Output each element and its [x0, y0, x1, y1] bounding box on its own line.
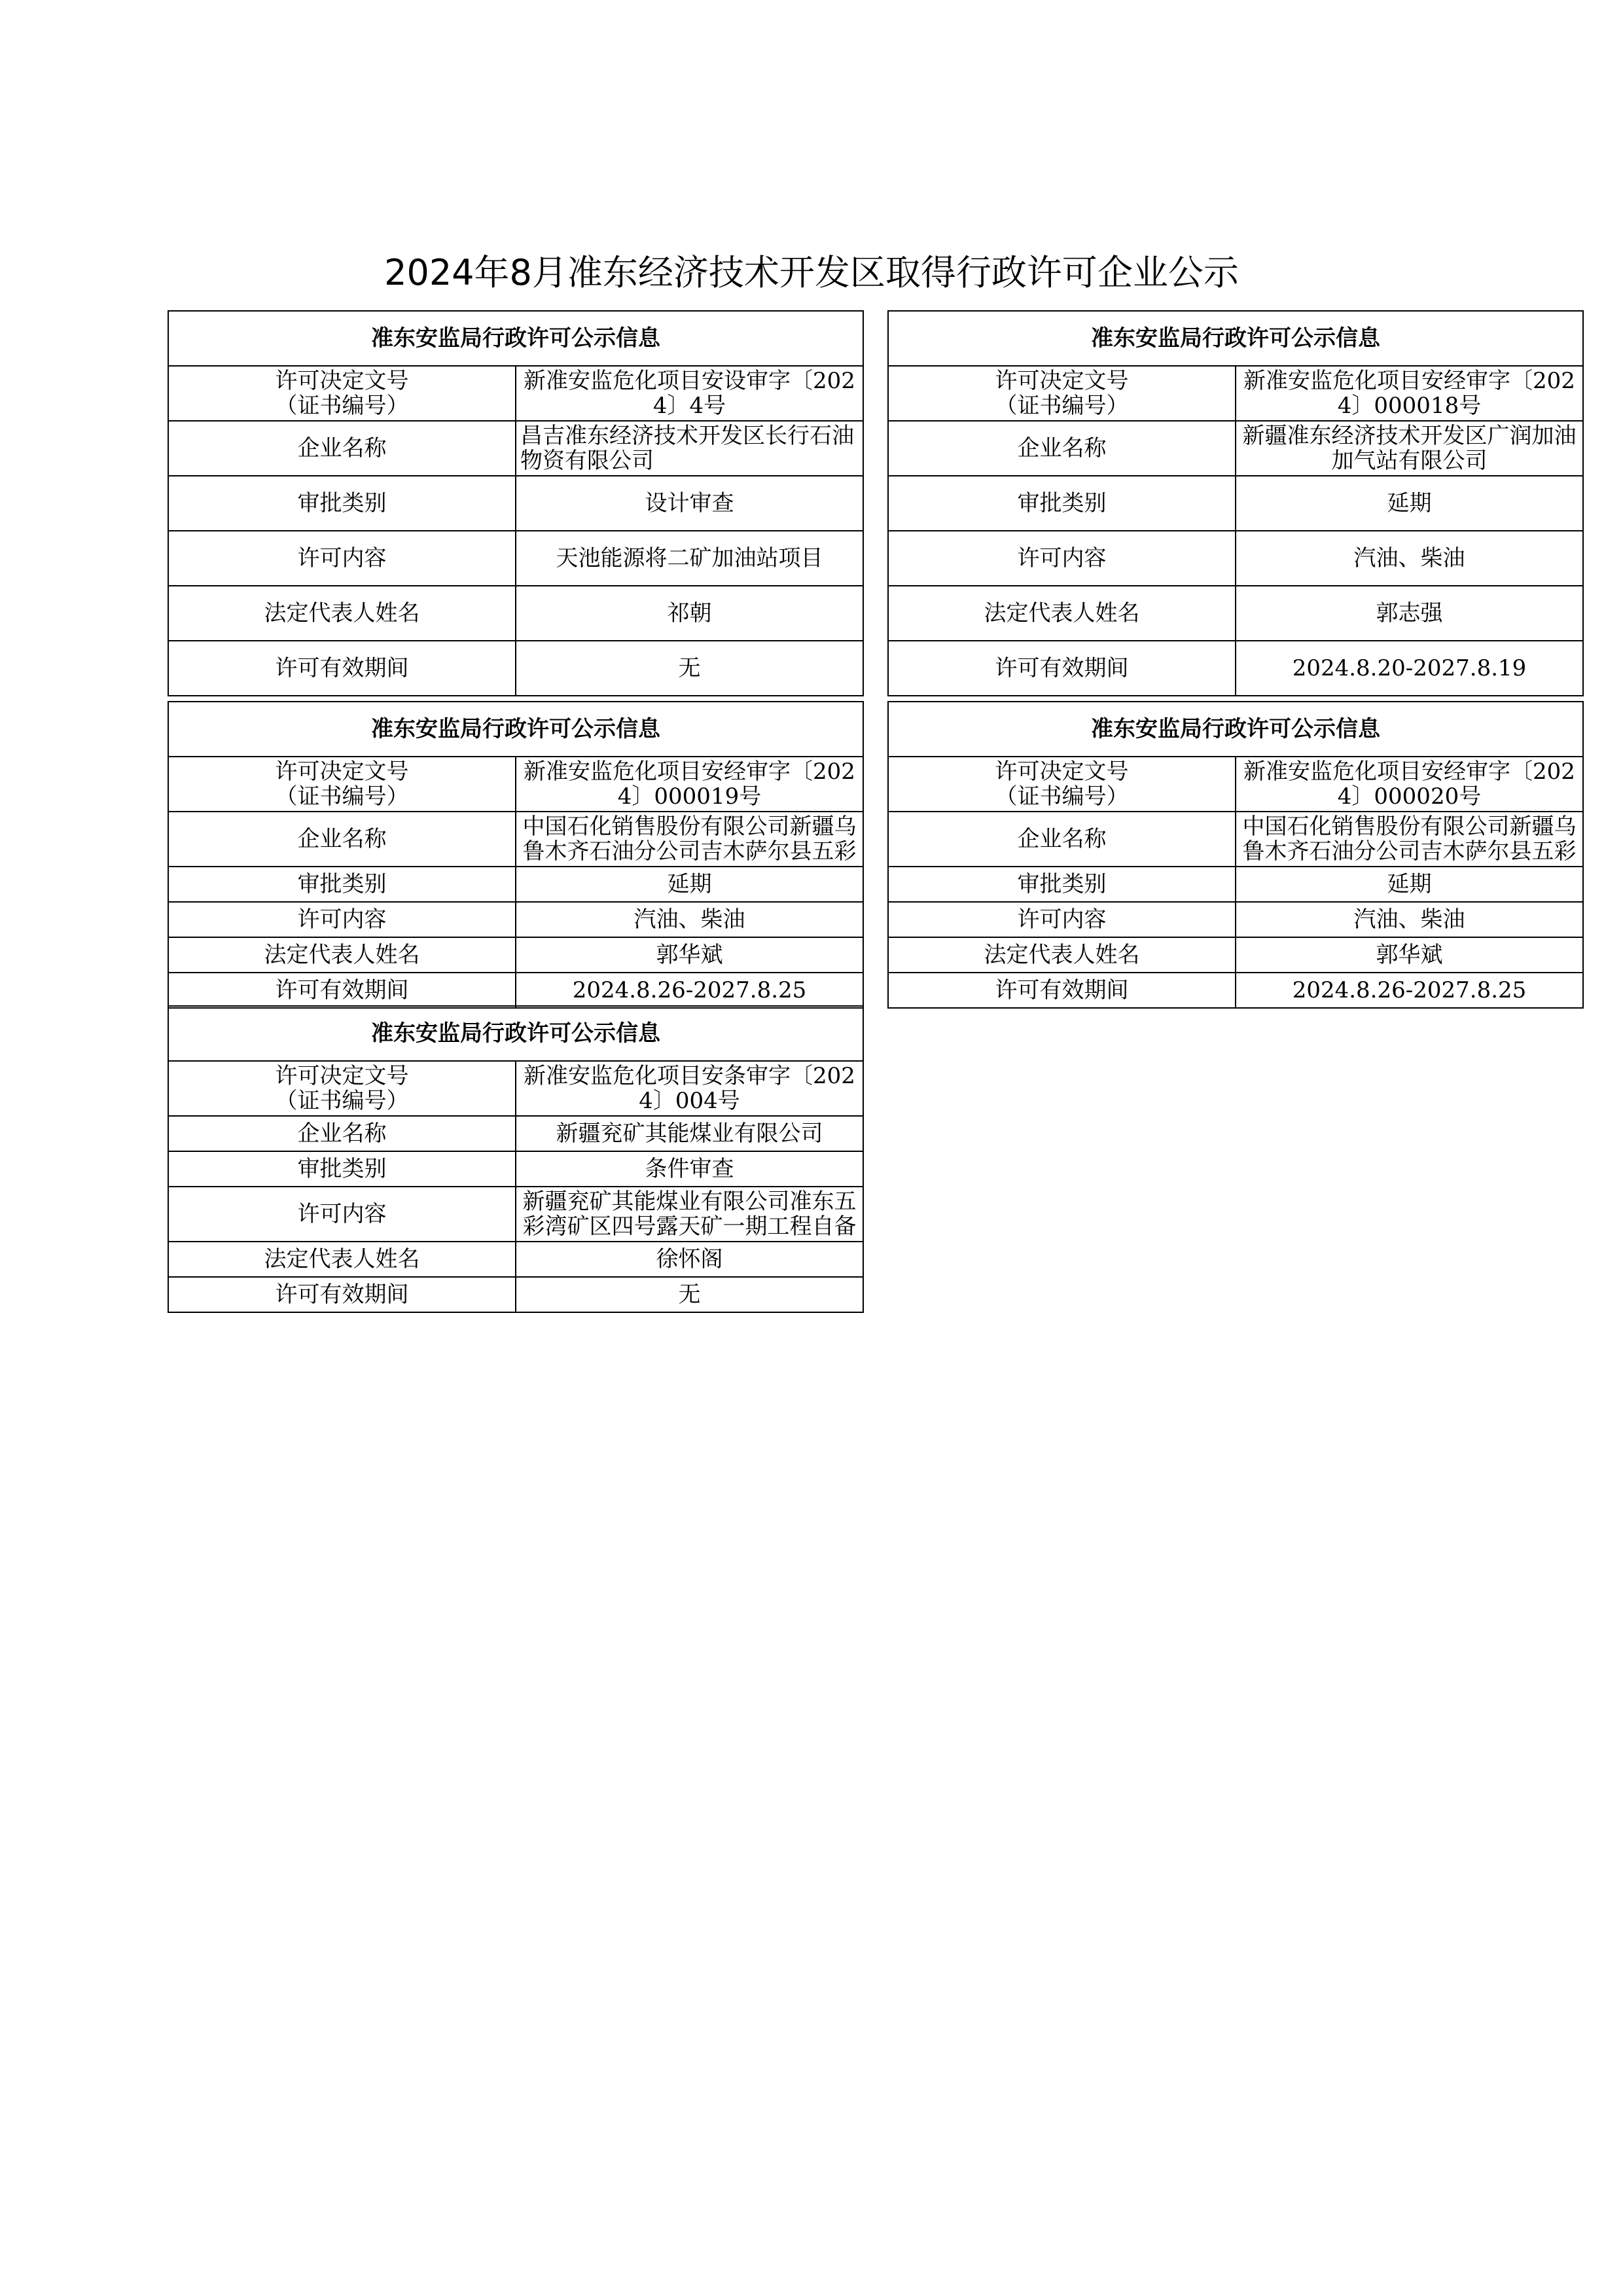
company-label: 企业名称: [168, 1116, 516, 1151]
legal-rep-label: 法定代表人姓名: [168, 937, 516, 973]
permit-no-label: 许可决定文号 （证书编号）: [168, 757, 516, 812]
permit-table-5: [168, 1005, 864, 1313]
permit-table-1: [168, 310, 864, 696]
approval-type-label: 审批类别: [168, 1151, 516, 1187]
permit-no-value: 新准安监危化项目安经审字〔2024〕000020号: [1236, 757, 1583, 812]
approval-type-value: 延期: [516, 867, 863, 902]
company-label: 企业名称: [168, 421, 516, 476]
approval-type-label: 审批类别: [168, 867, 516, 902]
page-title: 2024年8月准东经济技术开发区取得行政许可企业公示: [384, 252, 1239, 293]
validity-value: 无: [516, 641, 863, 696]
content-value: 汽油、柴油: [1236, 902, 1583, 937]
permit-no-value: 新准安监危化项目安设审字〔2024〕4号: [516, 366, 863, 421]
company-label: 企业名称: [168, 812, 516, 867]
validity-label: 许可有效期间: [168, 1277, 516, 1312]
content-value: 新疆兖矿其能煤业有限公司准东五彩湾矿区四号露天矿一期工程自备: [516, 1187, 863, 1242]
approval-type-label: 审批类别: [168, 476, 516, 531]
content-value: 汽油、柴油: [1236, 531, 1583, 586]
table-header: 准东安监局行政许可公示信息: [168, 1006, 863, 1061]
permit-no-value: 新准安监危化项目安条审字〔2024〕004号: [516, 1061, 863, 1116]
legal-rep-label: 法定代表人姓名: [888, 937, 1236, 973]
legal-rep-label: 法定代表人姓名: [168, 1242, 516, 1277]
content-value: 天池能源将二矿加油站项目: [516, 531, 863, 586]
content-label: 许可内容: [168, 1187, 516, 1242]
legal-rep-value: 郭华斌: [1236, 937, 1583, 973]
legal-rep-value: 郭华斌: [516, 937, 863, 973]
company-value: 中国石化销售股份有限公司新疆乌鲁木齐石油分公司吉木萨尔县五彩: [1236, 812, 1583, 867]
validity-label: 许可有效期间: [168, 973, 516, 1008]
permit-no-label: 许可决定文号 （证书编号）: [168, 366, 516, 421]
permit-no-value: 新准安监危化项目安经审字〔2024〕000019号: [516, 757, 863, 812]
legal-rep-label: 法定代表人姓名: [168, 586, 516, 641]
approval-type-value: 条件审查: [516, 1151, 863, 1187]
content-label: 许可内容: [168, 531, 516, 586]
company-value: 新疆准东经济技术开发区广润加油加气站有限公司: [1236, 421, 1583, 476]
approval-type-value: 延期: [1236, 476, 1583, 531]
validity-value: 无: [516, 1277, 863, 1312]
validity-label: 许可有效期间: [888, 973, 1236, 1008]
permit-table-4: [887, 701, 1584, 1009]
company-label: 企业名称: [888, 812, 1236, 867]
permit-table-2: [887, 310, 1584, 696]
legal-rep-value: 郭志强: [1236, 586, 1583, 641]
company-value: 昌吉准东经济技术开发区长行石油物资有限公司: [516, 421, 863, 476]
table-header: 准东安监局行政许可公示信息: [168, 311, 863, 366]
approval-type-value: 设计审查: [516, 476, 863, 531]
content-label: 许可内容: [168, 902, 516, 937]
table-header: 准东安监局行政许可公示信息: [888, 702, 1583, 757]
validity-value: 2024.8.26-2027.8.25: [516, 973, 863, 1008]
company-label: 企业名称: [888, 421, 1236, 476]
permit-no-label: 许可决定文号 （证书编号）: [888, 366, 1236, 421]
content-value: 汽油、柴油: [516, 902, 863, 937]
validity-value: 2024.8.26-2027.8.25: [1236, 973, 1583, 1008]
permit-no-label: 许可决定文号 （证书编号）: [888, 757, 1236, 812]
content-label: 许可内容: [888, 531, 1236, 586]
validity-value: 2024.8.20-2027.8.19: [1236, 641, 1583, 696]
legal-rep-value: 徐怀阁: [516, 1242, 863, 1277]
approval-type-value: 延期: [1236, 867, 1583, 902]
approval-type-label: 审批类别: [888, 476, 1236, 531]
validity-label: 许可有效期间: [888, 641, 1236, 696]
legal-rep-label: 法定代表人姓名: [888, 586, 1236, 641]
permit-table-3: [168, 701, 864, 1009]
permit-no-label: 许可决定文号 （证书编号）: [168, 1061, 516, 1116]
company-value: 中国石化销售股份有限公司新疆乌鲁木齐石油分公司吉木萨尔县五彩: [516, 812, 863, 867]
approval-type-label: 审批类别: [888, 867, 1236, 902]
table-header: 准东安监局行政许可公示信息: [168, 702, 863, 757]
table-header: 准东安监局行政许可公示信息: [888, 311, 1583, 366]
validity-label: 许可有效期间: [168, 641, 516, 696]
company-value: 新疆兖矿其能煤业有限公司: [516, 1116, 863, 1151]
legal-rep-value: 祁朝: [516, 586, 863, 641]
permit-no-value: 新准安监危化项目安经审字〔2024〕000018号: [1236, 366, 1583, 421]
content-label: 许可内容: [888, 902, 1236, 937]
